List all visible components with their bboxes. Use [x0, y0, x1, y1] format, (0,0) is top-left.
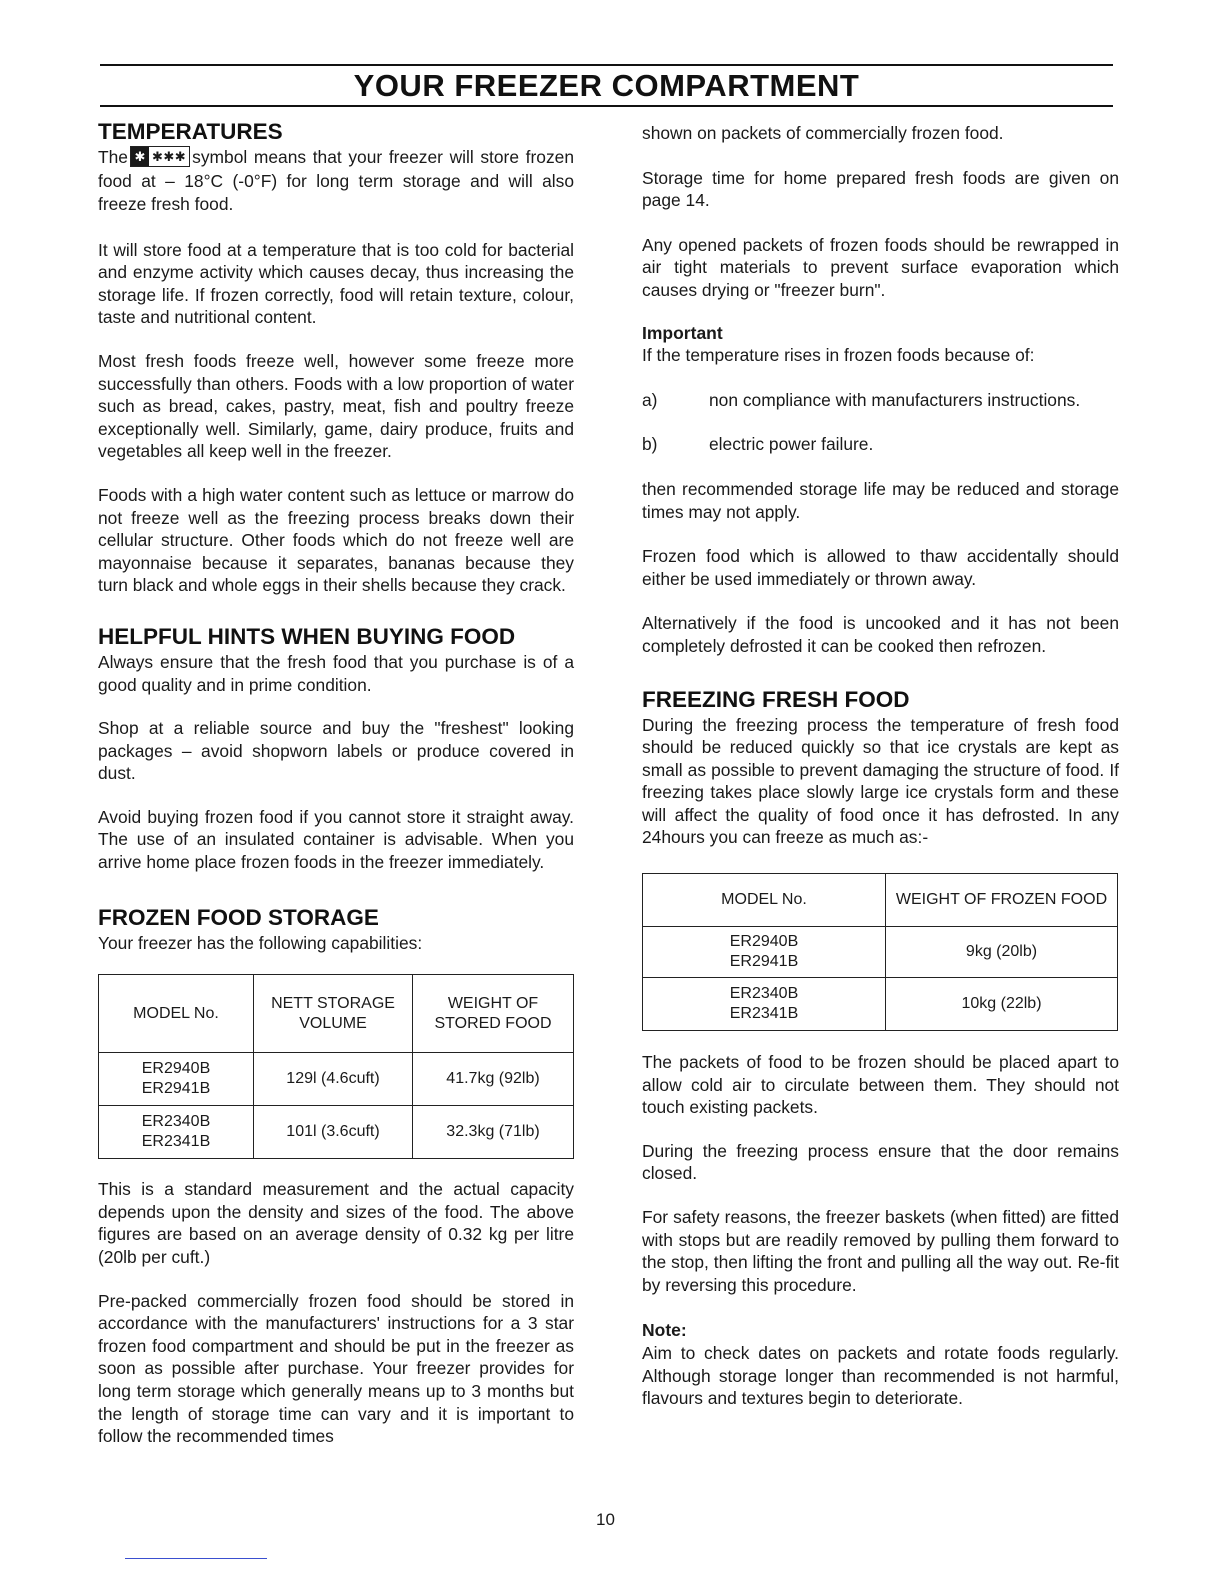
- note-label: Note:: [642, 1320, 687, 1341]
- temperatures-p1-lead: The: [98, 147, 128, 167]
- hints-paragraph-2: Shop at a reliable source and buy the "freshest" looking packages – avoid shopworn labels or produce covered in dust.: [98, 718, 574, 784]
- freezing-paragraph-3: During the freezing process ensure that the door remains closed.: [642, 1140, 1119, 1184]
- right-paragraph-2: Storage time for home prepared fresh foods are given on page 14.: [642, 167, 1119, 211]
- note-text: Aim to check dates on packets and rotate foods regularly. Although storage longer than recommended is not harmful, flavours and textures begin to deteriorate.: [642, 1343, 1119, 1409]
- temperatures-paragraph-3: Most fresh foods freeze well, however some freeze more successfully than others. Foods with a low proportion of water such as bread, cakes, pastry, meat, fish and poultry freeze exceptionally well. Similarly, game, dairy produce, fruits and vegetables all keep well in the freezer.: [98, 350, 574, 462]
- table-cell-weight: 41.7kg (92lb): [413, 1053, 574, 1106]
- table-cell-model: [643, 978, 886, 1031]
- table-cell-volume: 101l (3.6cuft): [254, 1106, 413, 1159]
- temperatures-section: [98, 118, 574, 597]
- storage-intro: Your freezer has the following capabilities:: [98, 932, 423, 953]
- title-rule-bottom: [100, 105, 1113, 107]
- three-star-rating-icon: ✱✱✱: [151, 149, 187, 165]
- table-header-row: [643, 874, 1118, 927]
- table-cell-model: [643, 927, 886, 978]
- table-header-cell: MODEL No.: [643, 874, 886, 927]
- freezing-heading: FREEZING FRESH FOOD: [642, 686, 910, 712]
- list-item: [642, 389, 1119, 412]
- hints-section: [98, 623, 574, 874]
- title-rule-top: [100, 64, 1113, 66]
- freezer-star-box-icon: ✱: [131, 147, 149, 166]
- model-code: ER2341B: [141, 1133, 211, 1151]
- model-code: ER2340B: [141, 1113, 211, 1131]
- table-header-cell: WEIGHT OF FROZEN FOOD: [886, 874, 1118, 927]
- table-cell-weight: 10kg (22lb): [886, 978, 1118, 1031]
- table-cell-model: [99, 1106, 254, 1159]
- right-paragraph-4: then recommended storage life may be reduced and storage times may not apply.: [642, 478, 1119, 522]
- hints-heading: HELPFUL HINTS WHEN BUYING FOOD: [98, 623, 516, 649]
- three-star-freezer-icon: [130, 146, 190, 167]
- model-code: ER2941B: [141, 1080, 211, 1098]
- page-number: 10: [596, 1510, 615, 1529]
- hints-paragraph-1: Always ensure that the fresh food that you purchase is of a good quality and in prime condition.: [98, 651, 574, 695]
- right-paragraph-1: shown on packets of commercially frozen food.: [642, 123, 1004, 143]
- table-row: [643, 927, 1118, 978]
- freezing-paragraph-4: For safety reasons, the freezer baskets (when fitted) are fitted with stops but are readily removed by pulling them forward to the stop, then lifting the front and pulling all the way out. Re-fit by reversing this procedure.: [642, 1207, 1119, 1295]
- table-cell-weight: 32.3kg (71lb): [413, 1106, 574, 1159]
- right-paragraph-5: Frozen food which is allowed to thaw accidentally should either be used immediately or thrown away.: [642, 546, 1119, 589]
- storage-capacity-table: [98, 974, 574, 1159]
- hints-paragraph-3: Avoid buying frozen food if you cannot store it straight away. The use of an insulated container is advisable. When you arrive home place frozen foods in the freezer immediately.: [98, 806, 574, 873]
- table-row: [99, 1053, 574, 1106]
- table-header-cell: WEIGHT OF STORED FOOD: [413, 975, 574, 1053]
- storage-section: [98, 904, 574, 1448]
- storage-heading: FROZEN FOOD STORAGE: [98, 904, 379, 930]
- table-cell-volume: 129l (4.6cuft): [254, 1053, 413, 1106]
- temperatures-paragraph-1: [98, 146, 574, 216]
- freezing-paragraph-1: During the freezing process the temperature of fresh food should be reduced quickly so that ice crystals are kept as small as possible to prevent damaging the structure of food. If freezing takes place slowly large ice crystals form and these will affect the quality of food once it has defrosted. In any 24hours you can freeze as much as:-: [642, 714, 1119, 848]
- model-code: ER2940B: [729, 933, 799, 951]
- freezing-section: [642, 686, 1119, 1410]
- list-text: electric power failure.: [709, 434, 874, 455]
- temperatures-p1-text: symbol means that your freezer will store frozen food at – 18°C (-0°F) for long term storage and will also freeze fresh food.: [98, 147, 574, 214]
- table-header-row: [99, 975, 574, 1053]
- footer-line: [125, 1558, 267, 1559]
- model-code: ER2341B: [729, 1005, 799, 1023]
- table-header-cell: MODEL No.: [99, 975, 254, 1053]
- right-paragraph-3: Any opened packets of frozen foods should be rewrapped in air tight materials to prevent surface evaporation which causes drying or "freezer burn".: [642, 234, 1119, 300]
- model-code: ER2941B: [729, 953, 799, 971]
- temperatures-paragraph-2: It will store food at a temperature that is too cold for bacterial and enzyme activity which causes decay, thus increasing the storage life. If frozen correctly, food will retain texture, colour, taste and nutritional content.: [98, 239, 574, 328]
- page-title: YOUR FREEZER COMPARTMENT: [353, 68, 860, 103]
- temperatures-heading: TEMPERATURES: [98, 119, 283, 144]
- storage-paragraph-1: This is a standard measurement and the actual capacity depends upon the density and sizes of the food. The above figures are based on an average density of 0.32 kg per litre (20lb per cuft.): [98, 1179, 574, 1268]
- list-marker: a): [642, 389, 658, 410]
- table-cell-weight: 9kg (20lb): [886, 927, 1118, 978]
- table-header-cell: NETT STORAGE VOLUME: [254, 975, 413, 1053]
- freezing-paragraph-2: The packets of food to be frozen should be placed apart to allow cold air to circulate between them. They should not touch existing packets.: [642, 1052, 1119, 1118]
- model-code: ER2340B: [729, 985, 799, 1003]
- temperatures-paragraph-4: Foods with a high water content such as lettuce or marrow do not freeze well as the freezing process breaks down their cellular structure. Other foods which do not freeze well are mayonnaise because it separates, bananas because they turn black and whole eggs in their shells because they crack.: [98, 484, 574, 596]
- important-text: If the temperature rises in frozen foods because of:: [642, 345, 1035, 366]
- freezing-capacity-table: [642, 873, 1118, 1031]
- list-text: non compliance with manufacturers instructions.: [709, 389, 1081, 410]
- list-item: [642, 433, 1119, 456]
- list-marker: b): [642, 434, 658, 455]
- storage-paragraph-2: Pre-packed commercially frozen food should be stored in accordance with the manufacturers' instructions for a 3 star frozen food compartment and should be put in the freezer as soon as possible after purchase. Your freezer provides for long term storage which generally means up to 3 months but the length of storage time can vary and it is important to follow the recommended times: [98, 1290, 574, 1447]
- table-row: [643, 978, 1118, 1031]
- right-paragraph-6: Alternatively if the food is uncooked and it has not been completely defrosted it can be cooked then refrozen.: [642, 613, 1119, 656]
- left-column: [98, 118, 574, 1448]
- right-column: [642, 122, 1119, 1410]
- table-cell-model: [99, 1053, 254, 1106]
- important-label: Important: [642, 322, 723, 343]
- table-row: [99, 1106, 574, 1159]
- model-code: ER2940B: [141, 1060, 211, 1078]
